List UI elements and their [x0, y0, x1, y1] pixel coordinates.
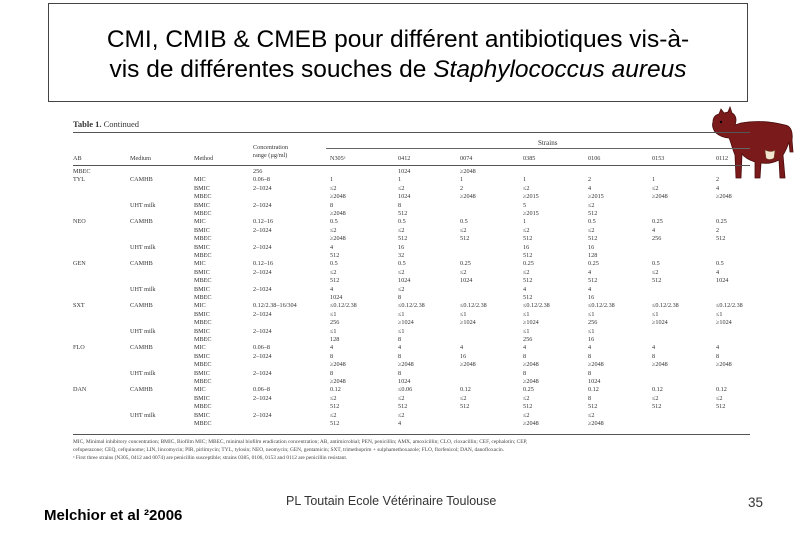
- table-cell-value: 1024: [398, 378, 411, 385]
- table-cell-medium: CAMHB: [130, 176, 153, 184]
- table-cell-value: ≤1: [588, 310, 595, 318]
- table-cell-value: ≤0.12/2.38: [716, 302, 743, 310]
- table-cell-range: 2–1024: [253, 226, 272, 234]
- table-cell-method: MIC: [194, 218, 206, 226]
- table-cell-value: 8: [398, 369, 402, 377]
- table-cell-value: 1024: [716, 277, 729, 285]
- table-cell-value: ≤2: [398, 411, 405, 419]
- table-cell-value: 8: [398, 352, 402, 360]
- table-cell-range: 0.06–8: [253, 386, 271, 394]
- table-cell-value: 512: [716, 235, 726, 243]
- table-cell-value: ≤1: [716, 310, 723, 318]
- table-cell-method: MBEC: [194, 235, 212, 243]
- table-header-rule: [73, 165, 750, 166]
- table-cell-value: ≥2015: [588, 193, 604, 201]
- header-strain-5: 0153: [652, 155, 665, 162]
- slide-title-line1: CMI, CMIB & CMEB pour différent antibiotiques vis-à-: [106, 26, 690, 53]
- header-ab: AB: [73, 155, 82, 162]
- header-conc-line2: range (µg/ml): [253, 152, 288, 159]
- table-cell-value: 2: [460, 184, 464, 192]
- table-bottom-rule: [73, 434, 750, 435]
- table-cell-value: 512: [330, 403, 340, 411]
- table-cell-value: 1: [523, 218, 527, 226]
- table-cell-value: 1024: [398, 277, 411, 285]
- table-cell-value: 0.25: [523, 386, 534, 394]
- table-cell-method: BMIC: [194, 411, 210, 419]
- table-cell-method: MBEC: [194, 210, 212, 217]
- table-cell-value: 0.25: [716, 218, 727, 226]
- table-cell-value: ≥2048: [652, 193, 668, 201]
- table-cell-value: ≥2015: [523, 210, 539, 217]
- table-cell-value: 1024: [588, 378, 601, 385]
- table-cell-value: ≤2: [652, 184, 659, 192]
- table-cell-value: 0.12: [716, 386, 727, 394]
- table-caption-label: Table 1.: [73, 119, 102, 129]
- table-cell-medium: UHT milk: [130, 285, 156, 293]
- table-cell-value: ≤2: [330, 226, 337, 234]
- slide-title-species: Staphylococcus aureus: [433, 56, 687, 83]
- table-cell-medium: CAMHB: [130, 344, 153, 352]
- table-cell-value: 256: [588, 319, 598, 327]
- table-cell-medium: CAMHB: [130, 260, 153, 268]
- table-cell-method: MBEC: [194, 319, 212, 327]
- table-cell-value: 1: [652, 176, 656, 184]
- header-strain-2: 0074: [460, 155, 473, 162]
- table-cell-value: 8: [398, 201, 402, 209]
- table-cell-value: ≤0.12/2.38: [460, 302, 487, 310]
- header-strain-4: 0106: [588, 155, 601, 162]
- table-cell-value: ≤1: [652, 310, 659, 318]
- table-cell-value: ≤0.12/2.38: [588, 302, 615, 310]
- table-cell-value: ≤2: [330, 411, 337, 419]
- table-cell-value: 0.12: [330, 386, 341, 394]
- table-cell-value: 4: [588, 285, 592, 293]
- table-cell-value: ≥2048: [460, 361, 476, 369]
- table-cell-value: ≤0.12/2.38: [523, 302, 550, 310]
- table-cell-value: ≥2048: [588, 361, 604, 369]
- table-cell-value: 512: [460, 235, 470, 243]
- table-cell-value: ≤2: [460, 268, 467, 276]
- table-cell-value: ≥2048: [330, 210, 346, 217]
- table-cell-range: 2–1024: [253, 369, 272, 377]
- table-cell-value: 0.5: [652, 260, 660, 268]
- table-cell-value: ≤1: [588, 327, 595, 335]
- table-cell-value: ≤2: [523, 394, 530, 402]
- table-cell-method: MBEC: [194, 403, 212, 411]
- page-number: 35: [748, 495, 764, 510]
- table-cell-method: BMIC: [194, 352, 210, 360]
- table-cell-method: MBEC: [194, 336, 212, 343]
- table-cell-value: 512: [460, 403, 470, 411]
- table-cell-value: ≤2: [523, 184, 530, 192]
- table-cell-value: 16: [588, 243, 595, 251]
- footnote-line1: MIC, Minimal inhibitory concentration; BMIC, Biofilm MIC; MBEC, minimal biofilm eradication concentration; AB, antimicrobial; PEN, penicillin; AMX, amoxicillin; CLO, cloxacillin; CEF, cephalotin; CEP,: [73, 439, 528, 445]
- table-cell-value: 4: [716, 344, 720, 352]
- strains-label: Strains: [538, 139, 558, 147]
- table-cell-value: ≥2048: [460, 168, 476, 175]
- table-cell-value: ≤2: [460, 394, 467, 402]
- table-cell-value: 512: [523, 294, 533, 301]
- table-cell-value: 8: [398, 336, 402, 343]
- header-method: Method: [194, 155, 214, 162]
- table-cell-value: ≤2: [523, 226, 530, 234]
- table-cell-medium: UHT milk: [130, 243, 156, 251]
- table-cell-value: ≥2048: [523, 361, 539, 369]
- table-cell-range: 2–1024: [253, 394, 272, 402]
- table-cell-ab: TYL: [73, 176, 86, 184]
- table-cell-value: 4: [523, 285, 527, 293]
- table-cell-value: ≤1: [330, 310, 337, 318]
- table-cell-value: ≥2048: [523, 378, 539, 385]
- table-cell-method: BMIC: [194, 327, 210, 335]
- table-cell-range: 2–1024: [253, 327, 272, 335]
- table-cell-value: 16: [588, 294, 595, 301]
- table-cell-value: 4: [523, 344, 527, 352]
- table-cell-value: 32: [398, 252, 405, 259]
- table-cell-value: ≤2: [398, 394, 405, 402]
- table-cell-value: ≥2048: [460, 193, 476, 201]
- table-cell-value: 4: [398, 344, 402, 352]
- table-cell-value: 0.5: [330, 260, 338, 268]
- table-cell-range: 2–1024: [253, 352, 272, 360]
- table-cell-value: 0.25: [652, 218, 663, 226]
- table-cell-value: 8: [398, 294, 402, 301]
- table-cell-value: ≤0.12/2.38: [330, 302, 357, 310]
- table-cell-value: ≤2: [716, 394, 723, 402]
- table-cell-method: MBEC: [194, 252, 212, 259]
- table-cell-medium: UHT milk: [130, 411, 156, 419]
- table-cell-value: 4: [588, 344, 592, 352]
- table-cell-value: 512: [588, 403, 598, 411]
- slide-title-box: [48, 3, 748, 102]
- table-cell-value: 512: [523, 235, 533, 243]
- table-cell-value: 512: [523, 403, 533, 411]
- table-cell-method: MBEC: [194, 420, 212, 427]
- table-cell-value: 8: [330, 201, 334, 209]
- table-cell-value: ≤2: [652, 268, 659, 276]
- table-cell-method: BMIC: [194, 310, 210, 318]
- footnote-line2: cefoperazone; CEQ, cefquinome; LIN, lincomycin; PIR, pirlimycin; TYL, tylosin; NEO, neomycin; GEN, gentamicin; SXT, trimethoprim + sulphamethoxazole; FLO, florfenicol; DAN, danofloxacin.: [73, 447, 504, 453]
- table-cell-value: ≤0.12/2.38: [652, 302, 679, 310]
- table-cell-range: 256: [253, 168, 263, 175]
- table-cell-value: ≤1: [523, 327, 530, 335]
- table-cell-value: 4: [330, 344, 334, 352]
- table-footnote: [73, 438, 763, 462]
- table-cell-value: ≤1: [523, 310, 530, 318]
- table-cell-value: 8: [523, 352, 527, 360]
- table-cell-method: BMIC: [194, 369, 210, 377]
- table-cell-value: ≤2: [398, 268, 405, 276]
- table-cell-value: ≤2: [588, 226, 595, 234]
- table-cell-value: 512: [330, 252, 340, 259]
- table-cell-value: 5: [523, 201, 527, 209]
- table-cell-value: ≤2: [652, 394, 659, 402]
- table-cell-value: 8: [330, 369, 334, 377]
- table-cell-value: 1024: [460, 277, 473, 285]
- table-cell-value: 512: [652, 403, 662, 411]
- table-cell-value: 256: [330, 319, 340, 327]
- table-cell-value: 4: [330, 243, 334, 251]
- table-cell-value: 512: [716, 403, 726, 411]
- table-cell-method: BMIC: [194, 394, 210, 402]
- table-cell-value: 512: [652, 277, 662, 285]
- table-cell-value: ≤2: [398, 184, 405, 192]
- table-cell-value: ≥1024: [523, 319, 539, 327]
- table-cell-ab: DAN: [73, 386, 87, 394]
- table-cell-method: MIC: [194, 176, 206, 184]
- table-cell-range: 0.06–8: [253, 344, 271, 352]
- table-cell-value: 2: [588, 176, 592, 184]
- header-strain-3: 0385: [523, 155, 536, 162]
- table-cell-value: 8: [330, 352, 334, 360]
- table-cell-value: 0.5: [398, 218, 406, 226]
- table-cell-value: ≥2048: [716, 361, 732, 369]
- table-cell-medium: CAMHB: [130, 218, 153, 226]
- table-cell-value: ≤0.06: [398, 386, 413, 394]
- author-citation: Melchior et al ²2006: [44, 507, 183, 524]
- header-conc-line1: Concentration: [253, 144, 289, 151]
- table-cell-value: ≥1024: [652, 319, 668, 327]
- table-cell-method: MIC: [194, 344, 206, 352]
- table-cell-value: 512: [588, 210, 598, 217]
- table-cell-value: 0.5: [588, 218, 596, 226]
- table-cell-ab: NEO: [73, 218, 86, 226]
- table-cell-value: 1024: [330, 294, 343, 301]
- table-cell-value: ≥2048: [523, 420, 539, 427]
- table-cell-value: ≤2: [460, 226, 467, 234]
- table-cell-range: 0.06–8: [253, 176, 271, 184]
- table-cell-range: 2–1024: [253, 201, 272, 209]
- table-cell-value: 128: [588, 252, 598, 259]
- table-cell-medium: CAMHB: [130, 386, 153, 394]
- table-cell-value: 4: [398, 420, 402, 427]
- table-cell-value: 2: [716, 226, 720, 234]
- table-cell-value: 1024: [398, 168, 411, 175]
- table-cell-value: 1: [460, 176, 464, 184]
- table-cell-value: 8: [523, 369, 527, 377]
- table-cell-value: 0.25: [523, 260, 534, 268]
- table-cell-value: 512: [588, 235, 598, 243]
- table-cell-value: ≤1: [398, 310, 405, 318]
- table-cell-value: ≥2048: [716, 193, 732, 201]
- header-strain-1: 0412: [398, 155, 411, 162]
- table-cell-value: 0.5: [398, 260, 406, 268]
- table-cell-method: BMIC: [194, 285, 210, 293]
- table-cell-value: 0.12: [588, 386, 599, 394]
- table-cell-value: ≤2: [523, 268, 530, 276]
- table-cell-method: MBEC: [194, 193, 212, 201]
- table-cell-value: ≤2: [330, 184, 337, 192]
- table-cell-value: 1: [398, 176, 402, 184]
- table-cell-value: 8: [588, 352, 592, 360]
- table-cell-method: BMIC: [194, 201, 210, 209]
- table-caption: [73, 119, 139, 129]
- table-cell-range: 2–1024: [253, 184, 272, 192]
- mic-table-image: [68, 112, 758, 472]
- header-strain-0: N305ᵃ: [330, 155, 346, 162]
- footnote-line3: ᵃ First three strains (N305, 0412 and 0074) are penicillin susceptible; strains 0385, 0106, 0153 and 0112 are penicillin resistant.: [73, 455, 348, 461]
- table-cell-value: 4: [716, 268, 720, 276]
- table-cell-value: 16: [398, 243, 405, 251]
- table-cell-value: ≤2: [588, 201, 595, 209]
- table-cell-value: 512: [398, 403, 408, 411]
- table-cell-medium: UHT milk: [130, 327, 156, 335]
- table-caption-cont: Continued: [103, 119, 140, 129]
- table-cell-range: 0.12/2.38–16/304: [253, 302, 297, 310]
- table-cell-value: 512: [330, 277, 340, 285]
- table-cell-value: 4: [588, 184, 592, 192]
- table-cell-value: ≤2: [398, 226, 405, 234]
- table-cell-value: 512: [398, 210, 408, 217]
- header-medium: Medium: [130, 155, 151, 162]
- table-cell-value: 1: [523, 176, 527, 184]
- table-cell-value: ≤2: [330, 394, 337, 402]
- table-cell-value: ≥2048: [398, 361, 414, 369]
- table-cell-range: 2–1024: [253, 411, 272, 419]
- table-cell-value: 8: [588, 394, 592, 402]
- table-cell-value: 0.12: [460, 386, 471, 394]
- table-cell-ab: MBEC: [73, 168, 91, 175]
- table-cell-method: MIC: [194, 260, 206, 268]
- table-cell-value: 1: [330, 176, 334, 184]
- table-cell-value: 0.5: [460, 218, 468, 226]
- strains-rule: [326, 148, 750, 149]
- table-cell-value: ≥1024: [398, 319, 414, 327]
- table-cell-value: 0.25: [460, 260, 471, 268]
- slide-footer: PL Toutain Ecole Vétérinaire Toulouse: [286, 494, 497, 508]
- table-cell-method: MBEC: [194, 277, 212, 285]
- table-cell-value: 512: [330, 420, 340, 427]
- table-cell-method: BMIC: [194, 268, 210, 276]
- table-cell-method: MIC: [194, 302, 206, 310]
- table-cell-value: 4: [460, 344, 464, 352]
- table-cell-value: 4: [330, 285, 334, 293]
- slide-title-line2-text: vis de différentes souches de: [109, 56, 434, 83]
- slide-title-line2: [49, 55, 747, 85]
- table-cell-value: 4: [652, 226, 656, 234]
- table-cell-value: 4: [588, 268, 592, 276]
- table-cell-value: ≤2: [398, 285, 405, 293]
- table-cell-value: ≤2: [330, 268, 337, 276]
- table-cell-value: ≥1024: [716, 319, 732, 327]
- table-cell-method: MBEC: [194, 294, 212, 301]
- table-cell-value: 512: [523, 277, 533, 285]
- table-cell-method: MIC: [194, 386, 206, 394]
- table-cell-value: 4: [652, 344, 656, 352]
- table-cell-ab: GEN: [73, 260, 86, 268]
- table-cell-value: 16: [523, 243, 530, 251]
- table-cell-value: ≥2048: [330, 361, 346, 369]
- table-cell-value: 2: [716, 176, 720, 184]
- table-cell-method: BMIC: [194, 226, 210, 234]
- table-cell-value: 0.25: [588, 260, 599, 268]
- table-cell-ab: FLO: [73, 344, 85, 352]
- table-cell-value: ≥2048: [330, 378, 346, 385]
- header-strain-6: 0112: [716, 155, 729, 162]
- table-cell-value: 512: [398, 235, 408, 243]
- table-cell-range: 2–1024: [253, 243, 272, 251]
- table-cell-value: ≤0.12/2.38: [398, 302, 425, 310]
- table-cell-value: 512: [588, 277, 598, 285]
- table-cell-value: 8: [652, 352, 656, 360]
- table-cell-value: 16: [588, 336, 595, 343]
- table-cell-value: ≤1: [460, 310, 467, 318]
- table-cell-value: 8: [588, 369, 592, 377]
- table-cell-value: 4: [716, 184, 720, 192]
- table-cell-range: 2–1024: [253, 285, 272, 293]
- table-cell-medium: UHT milk: [130, 201, 156, 209]
- table-cell-method: BMIC: [194, 243, 210, 251]
- table-cell-value: ≥2048: [330, 193, 346, 201]
- table-cell-value: 0.5: [716, 260, 724, 268]
- table-top-rule: [73, 132, 750, 133]
- table-cell-value: 16: [460, 352, 467, 360]
- table-cell-value: 8: [716, 352, 720, 360]
- table-cell-value: ≥2048: [652, 361, 668, 369]
- table-cell-range: 2–1024: [253, 268, 272, 276]
- table-cell-value: 1024: [398, 193, 411, 201]
- table-cell-value: ≤2: [523, 411, 530, 419]
- table-cell-value: 128: [330, 336, 340, 343]
- table-cell-value: ≥2048: [588, 420, 604, 427]
- table-cell-method: BMIC: [194, 184, 210, 192]
- table-cell-value: 0.12: [652, 386, 663, 394]
- table-cell-medium: UHT milk: [130, 369, 156, 377]
- table-cell-value: 256: [523, 336, 533, 343]
- table-cell-value: 0.5: [330, 218, 338, 226]
- table-cell-method: MBEC: [194, 378, 212, 385]
- table-cell-value: ≤1: [330, 327, 337, 335]
- table-cell-ab: SXT: [73, 302, 85, 310]
- table-cell-value: ≤1: [398, 327, 405, 335]
- table-cell-value: ≥2015: [523, 193, 539, 201]
- table-cell-value: 512: [523, 252, 533, 259]
- table-cell-range: 0.12–16: [253, 260, 274, 268]
- table-cell-medium: CAMHB: [130, 302, 153, 310]
- table-cell-range: 0.12–16: [253, 218, 274, 226]
- table-cell-range: 2–1024: [253, 310, 272, 318]
- table-cell-value: 256: [652, 235, 662, 243]
- table-cell-value: ≥2048: [330, 235, 346, 243]
- table-cell-value: ≥1024: [460, 319, 476, 327]
- table-cell-value: ≤2: [588, 411, 595, 419]
- table-cell-method: MBEC: [194, 361, 212, 369]
